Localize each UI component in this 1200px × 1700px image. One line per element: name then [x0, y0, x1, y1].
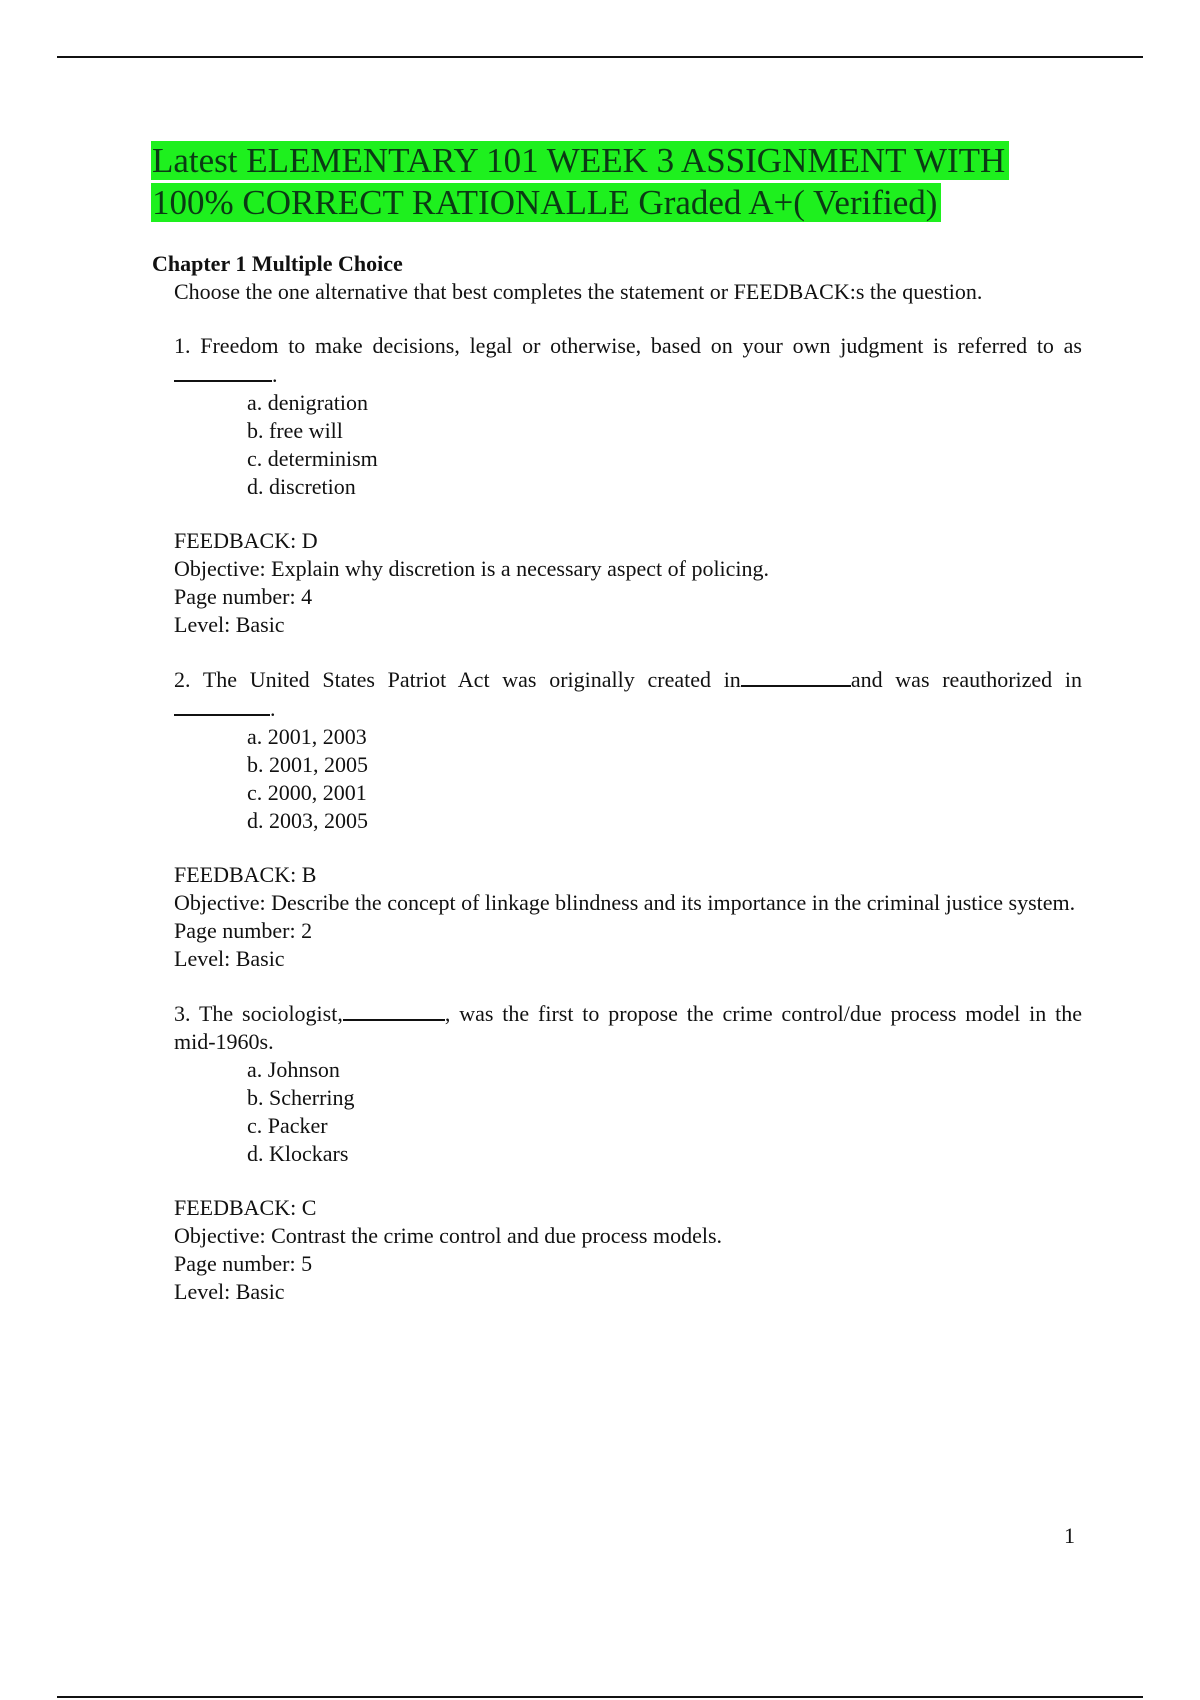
feedback-page-number: Page number: 2: [174, 918, 313, 943]
document-title-highlight: Latest ELEMENTARY 101 WEEK 3 ASSIGNMENT WITH 100% CORRECT RATIONALLE Graded A+( Verified): [151, 141, 1009, 222]
document-body: [152, 250, 1082, 1332]
question-stem-text: .: [270, 696, 276, 721]
feedback-page-number: Page number: 4: [174, 584, 313, 609]
feedback-answer: FEEDBACK: C: [174, 1195, 317, 1220]
answer-blank: [174, 694, 270, 716]
option-item: a. Johnson: [247, 1057, 340, 1082]
question-2-stem: [174, 665, 1082, 723]
answer-blank: [343, 999, 445, 1021]
feedback-answer: FEEDBACK: D: [174, 528, 318, 553]
question-1-feedback: [174, 527, 1082, 639]
bottom-rule: [57, 1696, 1143, 1698]
feedback-objective: Objective: Describe the concept of linkage blindness and its importance in the criminal justice system.: [174, 890, 1076, 915]
option-item: b. 2001, 2005: [247, 752, 368, 777]
question-stem-text: , was the first to propose the crime control/due process model in the mid-1960s.: [174, 1001, 1082, 1054]
feedback-level: Level: Basic: [174, 1279, 285, 1304]
answer-blank: [174, 360, 272, 382]
question-stem-text: 1. Freedom to make decisions, legal or otherwise, based on your own judgment is referred to as: [174, 333, 1082, 358]
question-3-stem: [174, 999, 1082, 1056]
question-3-feedback: [174, 1194, 1082, 1306]
question-stem-text: 2. The United States Patriot Act was originally created in: [174, 667, 741, 692]
option-item: d. Klockars: [247, 1141, 349, 1166]
feedback-objective: Objective: Explain why discretion is a necessary aspect of policing.: [174, 556, 770, 581]
option-item: a. 2001, 2003: [247, 724, 367, 749]
chapter-heading: Chapter 1 Multiple Choice: [152, 251, 403, 276]
question-stem-text: .: [272, 362, 278, 387]
page-number: 1: [1064, 1523, 1075, 1548]
feedback-answer: FEEDBACK: B: [174, 862, 317, 887]
question-3-options: [174, 1056, 1082, 1168]
question-2-feedback: [174, 861, 1082, 973]
option-item: c. determinism: [247, 446, 378, 471]
option-item: c. 2000, 2001: [247, 780, 367, 805]
question-1: [174, 332, 1082, 639]
question-3: [174, 999, 1082, 1306]
question-1-options: [174, 389, 1082, 501]
question-stem-text: 3. The sociologist,: [174, 1001, 343, 1026]
question-2: [174, 665, 1082, 973]
document-title: [151, 140, 1081, 224]
question-1-stem: [174, 332, 1082, 389]
top-rule: [57, 56, 1143, 58]
option-item: b. free will: [247, 418, 343, 443]
feedback-objective: Objective: Contrast the crime control and due process models.: [174, 1223, 723, 1248]
question-stem-text: and was reauthorized in: [850, 667, 1083, 692]
option-item: d. 2003, 2005: [247, 808, 368, 833]
option-item: b. Scherring: [247, 1085, 355, 1110]
answer-blank: [741, 665, 851, 687]
option-item: a. denigration: [247, 390, 368, 415]
question-2-options: [174, 723, 1082, 835]
feedback-level: Level: Basic: [174, 946, 285, 971]
feedback-page-number: Page number: 5: [174, 1251, 313, 1276]
option-item: d. discretion: [247, 474, 356, 499]
feedback-level: Level: Basic: [174, 612, 285, 637]
option-item: c. Packer: [247, 1113, 328, 1138]
instructions: Choose the one alternative that best completes the statement or FEEDBACK:s the question.: [174, 279, 983, 304]
